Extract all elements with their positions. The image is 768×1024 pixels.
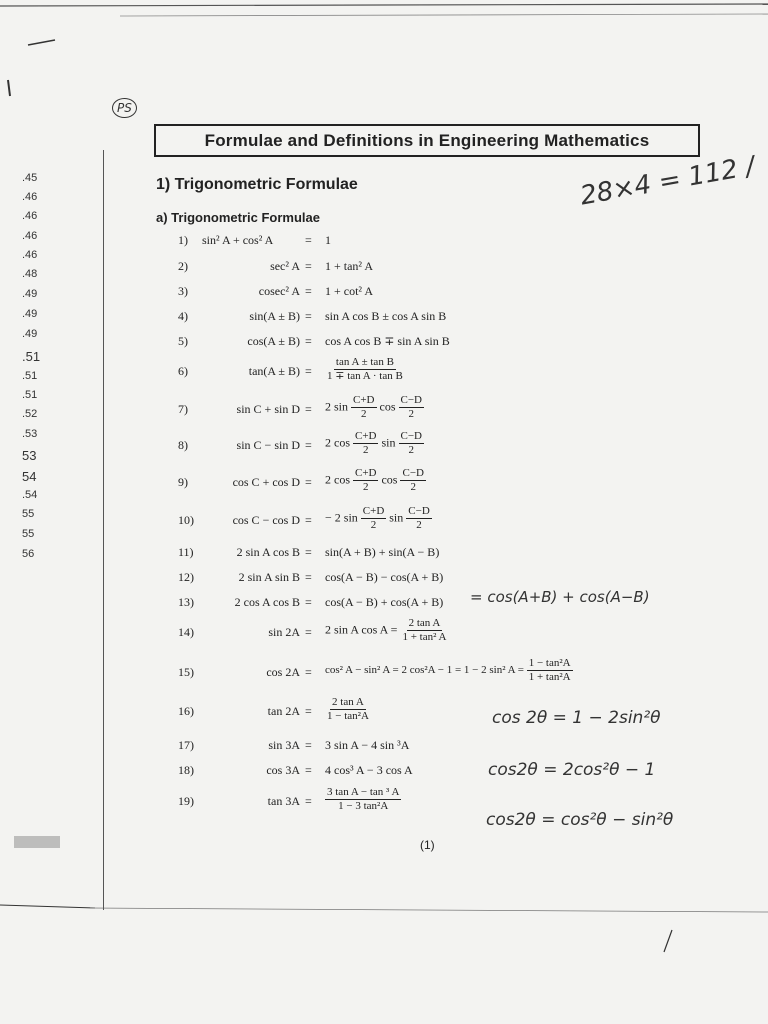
- equals-sign: =: [305, 233, 312, 247]
- formula-lhs: sin 2A: [268, 625, 300, 639]
- margin-number: .48: [22, 268, 38, 280]
- formula-lhs: tan 3A: [267, 794, 300, 808]
- equals-sign: =: [305, 704, 312, 718]
- formula-number: 10): [178, 513, 194, 527]
- equals-sign: =: [305, 794, 312, 808]
- formula-number: 16): [178, 704, 194, 718]
- formula-rhs: 2 cos $\frac{C+D}{2}$ sin $\frac{C-D}{2}$: [325, 430, 422, 456]
- formula-number: 12): [178, 570, 194, 584]
- handwritten-note: cos 2θ = 1 − 2sin²θ: [492, 708, 661, 728]
- formula-number: 14): [178, 625, 194, 639]
- formula-lhs: cos C + cos D: [232, 475, 300, 489]
- formula-number: 9): [178, 475, 188, 489]
- margin-number: .53: [22, 428, 38, 440]
- margin-number: .46: [22, 230, 38, 242]
- equals-sign: =: [305, 364, 312, 378]
- formula-rhs: 2 sin $\frac{C+D}{2}$ cos $\frac{C-D}{2}$: [325, 394, 422, 420]
- margin-number: .49: [22, 308, 38, 320]
- formula-lhs: cos(A ± B): [247, 334, 300, 348]
- equals-sign: =: [305, 595, 312, 609]
- formula-number: 15): [178, 665, 194, 679]
- equals-sign: =: [305, 309, 312, 323]
- margin-number: .52: [22, 408, 38, 420]
- formula-lhs: 2 sin A cos B: [236, 545, 300, 559]
- margin-number: .46: [22, 249, 38, 261]
- margin-number: .46: [22, 210, 38, 222]
- margin-number: .51: [22, 370, 38, 382]
- formula-rhs: 1 + tan² A: [325, 259, 374, 273]
- formula-number: 6): [178, 364, 188, 378]
- formula-lhs: cos 2A: [266, 665, 300, 679]
- formula-number: 11): [178, 545, 194, 559]
- margin-number: .45: [22, 172, 38, 184]
- equals-sign: =: [305, 475, 312, 489]
- equals-sign: =: [305, 259, 312, 273]
- formula-number: 7): [178, 402, 188, 416]
- formula-lhs: 2 cos A cos B: [234, 595, 300, 609]
- formula-rhs: cos A cos B ∓ sin A sin B: [325, 334, 450, 348]
- formula-number: 2): [178, 259, 188, 273]
- margin-number: 55: [22, 508, 35, 520]
- margin-number: .51: [22, 389, 38, 401]
- equals-sign: =: [305, 334, 312, 348]
- margin-rule: [103, 150, 104, 910]
- formula-number: 13): [178, 595, 194, 609]
- margin-number: .49: [22, 328, 38, 340]
- equals-sign: =: [305, 738, 312, 752]
- page-number: (1): [420, 838, 435, 852]
- formula-lhs: sin² A + cos² A: [202, 233, 274, 247]
- equals-sign: =: [305, 284, 312, 298]
- equals-sign: =: [305, 763, 312, 777]
- formula-number: 17): [178, 738, 194, 752]
- formula-rhs: $\frac{\text{2 tan A}}{\text{1 − tan²A}}$: [327, 696, 369, 722]
- formula-lhs: tan(A ± B): [248, 364, 300, 378]
- equals-sign: =: [305, 545, 312, 559]
- page-title: Formulae and Definitions in Engineering Mathematics: [154, 124, 700, 157]
- formula-rhs: 1: [325, 233, 331, 247]
- equals-sign: =: [305, 402, 312, 416]
- formula-lhs: 2 sin A sin B: [238, 570, 300, 584]
- formula-lhs: cos 3A: [266, 763, 300, 777]
- formula-number: 3): [178, 284, 188, 298]
- formula-lhs: sin C + sin D: [236, 402, 300, 416]
- margin-number: 55: [22, 528, 35, 540]
- formula-rhs: [325, 356, 405, 383]
- equals-sign: =: [305, 625, 312, 639]
- formula-rhs: 2 sin A cos A = $\frac{\text{2 tan A}}{\text{1 + tan² A}}$: [325, 617, 447, 643]
- equals-sign: =: [305, 570, 312, 584]
- handwritten-note: cos2θ = cos²θ − sin²θ: [486, 810, 674, 830]
- formula-lhs: sec² A: [270, 259, 300, 273]
- formula-rhs: 4 cos³ A − 3 cos A: [325, 763, 413, 777]
- fraction: $\frac{\text{tan A ± tan B}}{\text{1 ∓ tan A · tan B}}$: [327, 356, 403, 382]
- formula-lhs: sin C − sin D: [236, 438, 300, 452]
- formula-rhs: $\frac{\text{3 tan A − tan ³ A}}{\text{1 − 3 tan²A}}$: [327, 786, 400, 812]
- margin-number: .46: [22, 191, 38, 203]
- formula-rhs: cos(A − B) − cos(A + B): [325, 570, 444, 584]
- handwritten-note: cos2θ = 2cos²θ − 1: [488, 760, 656, 780]
- formula-rhs: 2 cos $\frac{C+D}{2}$ cos $\frac{C-D}{2}$: [325, 467, 424, 493]
- formula-rhs: 3 sin A − 4 sin ³A: [325, 738, 410, 752]
- formula-number: 18): [178, 763, 194, 777]
- formula-rhs: sin A cos B ± cos A sin B: [325, 309, 447, 323]
- subsection-heading: a) Trigonometric Formulae: [156, 210, 320, 225]
- formula-rhs: 1 + cot² A: [325, 284, 374, 298]
- formula-rhs: cos² A − sin² A = 2 cos²A − 1 = 1 − 2 sin² A = $\frac{\text{1 − tan²A}}{\text{1 + tan²A}}$: [325, 657, 571, 683]
- margin-number: .49: [22, 288, 38, 300]
- margin-number: 54: [22, 469, 37, 484]
- formula-rhs: cos(A − B) + cos(A + B): [325, 595, 444, 609]
- formula-lhs: tan 2A: [267, 704, 300, 718]
- handwritten-calculation: 28×4 = 112 /: [578, 151, 757, 212]
- margin-number: 53: [22, 448, 37, 463]
- handwritten-ps-mark: PS: [112, 98, 137, 118]
- margin-number: 56: [22, 548, 35, 560]
- section-heading: 1) Trigonometric Formulae: [156, 176, 358, 193]
- formula-lhs: sin(A ± B): [249, 309, 300, 323]
- formula-number: 8): [178, 438, 188, 452]
- margin-number: .54: [22, 489, 38, 501]
- formula-rhs: sin(A + B) + sin(A − B): [325, 545, 440, 559]
- formula-lhs: sin 3A: [268, 738, 300, 752]
- equals-sign: =: [305, 513, 312, 527]
- formula-number: 5): [178, 334, 188, 348]
- formula-number: 1): [178, 233, 188, 247]
- formula-lhs: cosec² A: [258, 284, 300, 298]
- formula-number: 19): [178, 794, 194, 808]
- formula-rhs: − 2 sin $\frac{C+D}{2}$ sin $\frac{C-D}{2}$: [325, 505, 430, 531]
- formula-lhs: cos C − cos D: [232, 513, 300, 527]
- equals-sign: =: [305, 665, 312, 679]
- equals-sign: =: [305, 438, 312, 452]
- margin-number: .51: [22, 349, 41, 364]
- handwritten-note: = cos(A+B) + cos(A−B): [470, 588, 650, 606]
- formula-number: 4): [178, 309, 188, 323]
